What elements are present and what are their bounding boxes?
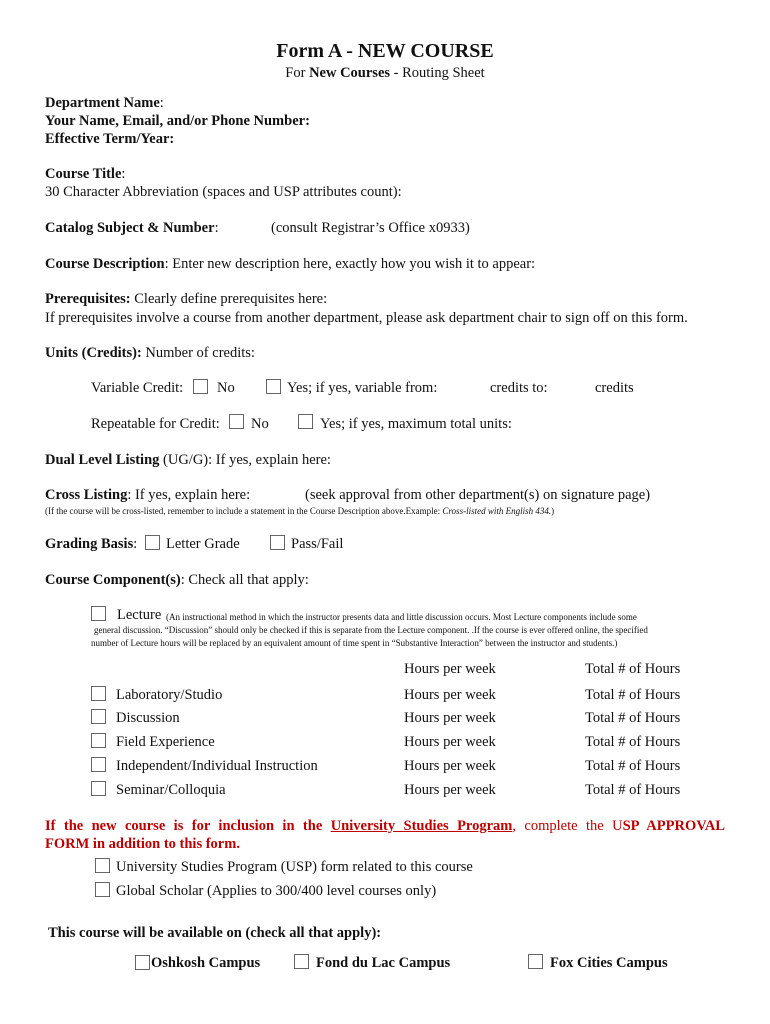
hours-per-week: Hours per week bbox=[404, 734, 496, 750]
variable-credit-no-checkbox[interactable] bbox=[193, 379, 208, 394]
fond-du-lac-campus-checkbox[interactable] bbox=[294, 954, 309, 969]
hours-per-week: Hours per week bbox=[404, 687, 496, 703]
total-hours: Total # of Hours bbox=[585, 734, 681, 750]
laboratory-checkbox[interactable] bbox=[91, 686, 106, 701]
availability-label: This course will be available on (check all that apply): bbox=[48, 925, 382, 941]
variable-credit-yes-checkbox[interactable] bbox=[266, 379, 281, 394]
variable-credit-no-label: No bbox=[217, 380, 235, 396]
form-title: Form A - NEW COURSE bbox=[276, 40, 494, 62]
registrar-note: (consult Registrar’s Office x0933) bbox=[271, 220, 470, 236]
total-hours: Total # of Hours bbox=[585, 782, 681, 798]
usp-form-label: University Studies Program (USP) form related to this course bbox=[116, 859, 473, 875]
cross-listing-note: (If the course will be cross-listed, remember to include a statement in the Course Description above.Example: Cross-listed with English 434.) bbox=[45, 506, 555, 516]
discussion-checkbox[interactable] bbox=[91, 709, 106, 724]
cross-listing-field[interactable]: Cross Listing: If yes, explain here: bbox=[45, 487, 251, 503]
component-label-seminar: Seminar/Colloquia bbox=[116, 782, 226, 798]
abbreviation-field[interactable]: 30 Character Abbreviation (spaces and USP attributes count): bbox=[45, 184, 402, 200]
lecture-description-line1: (An instructional method in which the instructor presents data and little discussion occurs. Most Lecture components include some bbox=[166, 612, 637, 622]
form-subtitle: For New Courses - Routing Sheet bbox=[285, 65, 485, 81]
course-components-label: Course Component(s): Check all that apply: bbox=[45, 572, 309, 588]
grading-basis-label: Grading Basis: bbox=[45, 536, 138, 552]
course-description-field[interactable]: Course Description: Enter new description here, exactly how you wish it to appear: bbox=[45, 256, 536, 272]
catalog-subject-field[interactable]: Catalog Subject & Number: bbox=[45, 220, 219, 236]
credits-to-label: credits to: bbox=[490, 380, 548, 396]
global-scholar-label: Global Scholar (Applies to 300/400 level courses only) bbox=[116, 883, 437, 899]
effective-term-field[interactable]: Effective Term/Year: bbox=[45, 131, 175, 147]
seminar-checkbox[interactable] bbox=[91, 781, 106, 796]
lecture-checkbox[interactable] bbox=[91, 606, 106, 621]
total-hours: Total # of Hours bbox=[585, 758, 681, 774]
units-field[interactable]: Units (Credits): Number of credits: bbox=[45, 345, 255, 361]
usp-instruction-line1: If the new course is for inclusion in the University Studies Program, complete the USP APPROVAL bbox=[45, 818, 725, 834]
oshkosh-campus-checkbox[interactable] bbox=[135, 955, 150, 970]
hours-per-week: Hours per week bbox=[404, 758, 496, 774]
lecture-total-hours: Total # of Hours bbox=[585, 661, 681, 677]
global-scholar-checkbox[interactable] bbox=[95, 882, 110, 897]
repeatable-credit-label: Repeatable for Credit: bbox=[91, 416, 220, 432]
repeatable-yes-label: Yes; if yes, maximum total units: bbox=[320, 416, 512, 432]
component-label-laboratory: Laboratory/Studio bbox=[116, 687, 223, 703]
lecture-description-line2: general discussion. “Discussion” should only be checked if this is separate from the Lecture component. .If the course is ever offered online, the specified bbox=[94, 625, 648, 635]
lecture-hours-per-week: Hours per week bbox=[404, 661, 496, 677]
pass-fail-label: Pass/Fail bbox=[291, 536, 344, 552]
usp-link[interactable]: University Studies Program bbox=[330, 818, 513, 834]
repeatable-yes-checkbox[interactable] bbox=[298, 414, 313, 429]
total-hours: Total # of Hours bbox=[585, 710, 681, 726]
component-label-field-experience: Field Experience bbox=[116, 734, 215, 750]
course-title-field[interactable]: Course Title: bbox=[45, 166, 126, 182]
total-hours: Total # of Hours bbox=[585, 687, 681, 703]
department-name-field[interactable]: Department Name: bbox=[45, 95, 164, 111]
fond-du-lac-campus-label: Fond du Lac Campus bbox=[316, 955, 451, 971]
hours-per-week: Hours per week bbox=[404, 782, 496, 798]
prerequisites-note: If prerequisites involve a course from another department, please ask department chair to sign off on this form. bbox=[45, 310, 688, 326]
fox-cities-campus-checkbox[interactable] bbox=[528, 954, 543, 969]
cross-listing-approval-note: (seek approval from other department(s) on signature page) bbox=[305, 487, 651, 503]
usp-form-checkbox[interactable] bbox=[95, 858, 110, 873]
lecture-label: Lecture bbox=[117, 607, 162, 623]
pass-fail-checkbox[interactable] bbox=[270, 535, 285, 550]
letter-grade-label: Letter Grade bbox=[166, 536, 240, 552]
lecture-description-line3: number of Lecture hours will be replaced by an equivalent amount of time spent in “Substantive Interaction” between the instructor and students.) bbox=[91, 638, 618, 648]
prerequisites-field[interactable]: Prerequisites: Clearly define prerequisites here: bbox=[45, 291, 328, 307]
fox-cities-campus-label: Fox Cities Campus bbox=[550, 955, 668, 971]
credits-label: credits bbox=[595, 380, 634, 396]
oshkosh-campus-label: Oshkosh Campus bbox=[151, 955, 261, 971]
variable-credit-label: Variable Credit: bbox=[91, 380, 184, 396]
usp-instruction-line2: FORM in addition to this form. bbox=[45, 836, 240, 852]
repeatable-no-label: No bbox=[251, 416, 269, 432]
hours-per-week: Hours per week bbox=[404, 710, 496, 726]
field-experience-checkbox[interactable] bbox=[91, 733, 106, 748]
variable-credit-yes-label: Yes; if yes, variable from: bbox=[287, 380, 438, 396]
component-label-discussion: Discussion bbox=[116, 710, 180, 726]
component-label-independent: Independent/Individual Instruction bbox=[116, 758, 318, 774]
independent-instruction-checkbox[interactable] bbox=[91, 757, 106, 772]
contact-field[interactable]: Your Name, Email, and/or Phone Number: bbox=[45, 113, 310, 129]
repeatable-no-checkbox[interactable] bbox=[229, 414, 244, 429]
dual-level-field[interactable]: Dual Level Listing (UG/G): If yes, explain here: bbox=[45, 452, 331, 468]
letter-grade-checkbox[interactable] bbox=[145, 535, 160, 550]
